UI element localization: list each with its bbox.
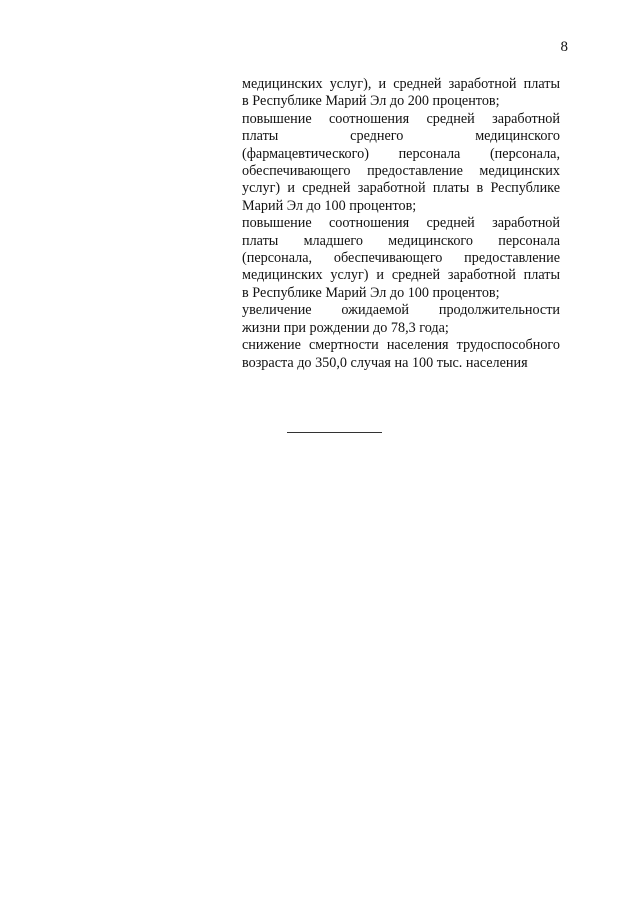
- text-line: в Республике Марий Эл до 100 процентов;: [242, 284, 500, 301]
- text-line: возраста до 350,0 случая на 100 тыс. населения: [242, 354, 528, 371]
- paragraph-mortality: [242, 337, 560, 372]
- paragraph-salary-junior-staff: [242, 215, 560, 302]
- text-line: повышение соотношения средней заработной: [242, 110, 560, 127]
- text-line: увеличение ожидаемой продолжительности: [242, 302, 560, 319]
- text-line: в Республике Марий Эл до 200 процентов;: [242, 93, 500, 110]
- text-line: услуг) и средней заработной платы в Республике: [242, 180, 560, 197]
- document-body: [242, 76, 560, 372]
- text-line: жизни при рождении до 78,3 года;: [242, 319, 449, 336]
- page-number: 8: [560, 39, 568, 55]
- text-line: медицинских услуг) и средней заработной платы: [242, 267, 560, 284]
- text-line: обеспечивающего предоставление медицинских: [242, 163, 560, 180]
- paragraph-salary-mid-level-staff: [242, 111, 560, 215]
- text-line: (фармацевтического) персонала (персонала,: [242, 145, 560, 162]
- end-of-document-rule: [287, 432, 382, 433]
- text-line: медицинских услуг), и средней заработной платы: [242, 76, 560, 92]
- text-line: платы среднего медицинского: [242, 128, 560, 145]
- text-line: платы младшего медицинского персонала: [242, 232, 560, 249]
- text-line: снижение смертности населения трудоспособного: [242, 337, 560, 354]
- text-line: Марий Эл до 100 процентов;: [242, 197, 417, 214]
- text-line: (персонала, обеспечивающего предоставление: [242, 250, 560, 267]
- paragraph-salary-doctors: [242, 76, 560, 111]
- text-line: повышение соотношения средней заработной: [242, 215, 560, 232]
- paragraph-life-expectancy: [242, 302, 560, 337]
